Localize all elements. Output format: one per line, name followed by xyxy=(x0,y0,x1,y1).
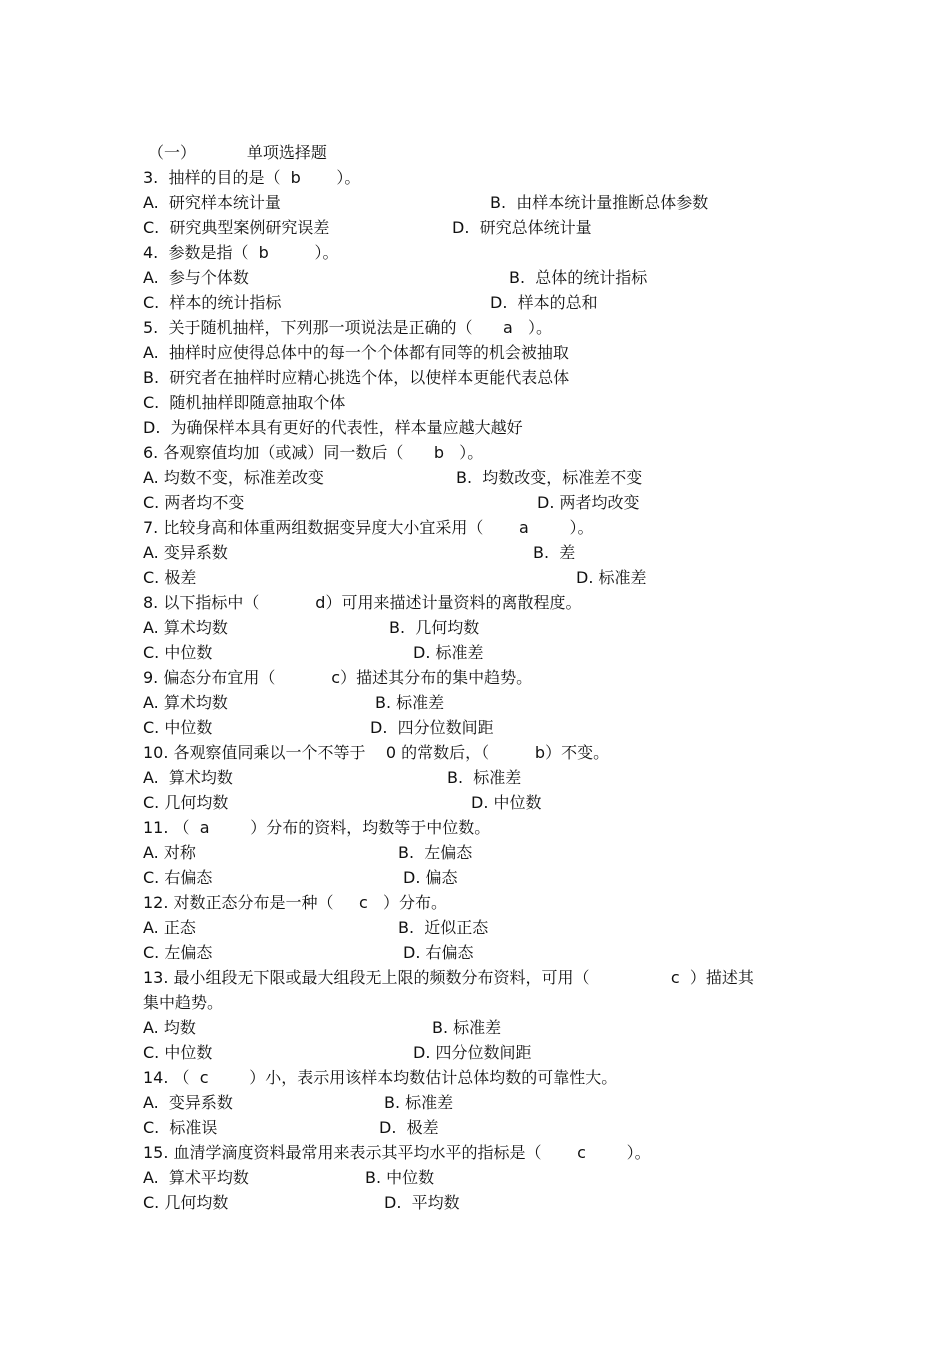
option-c: C. 几何均数 xyxy=(143,793,229,812)
option-c: C. 几何均数 xyxy=(143,1193,229,1212)
option-a: A. 算术均数 xyxy=(143,768,233,787)
option-a: A. 算术均数 xyxy=(143,693,228,712)
option-b: B. 差 xyxy=(533,543,576,562)
option-c: C. 中位数 xyxy=(143,1043,213,1062)
option-d: D. 偏态 xyxy=(403,868,458,887)
question-stem: 8. 以下指标中（ d）可用来描述计量资料的离散程度。 xyxy=(143,593,582,612)
option-c: C. 右偏态 xyxy=(143,868,213,887)
option-b: B. 几何均数 xyxy=(389,618,480,637)
option-d: D. 样本的总和 xyxy=(490,293,598,312)
option-d: D. 右偏态 xyxy=(403,943,474,962)
option-d: D. 四分位数间距 xyxy=(370,718,494,737)
option-b: B. 左偏态 xyxy=(398,843,473,862)
option-c: C. 标准误 xyxy=(143,1118,218,1137)
option-d: D. 中位数 xyxy=(471,793,542,812)
question-stem: 11. （ a ）分布的资料，均数等于中位数。 xyxy=(143,818,491,837)
option-b: B. 中位数 xyxy=(365,1168,435,1187)
option-a: A. 正态 xyxy=(143,918,196,937)
option-c: C. 样本的统计指标 xyxy=(143,293,282,312)
option-b: B. 标准差 xyxy=(375,693,445,712)
option-c: C. 左偏态 xyxy=(143,943,213,962)
question-stem-continuation: 集中趋势。 xyxy=(143,993,224,1012)
section-heading: （一） 单项选择题 xyxy=(148,143,327,162)
question-stem: 12. 对数正态分布是一种（ c ）分布。 xyxy=(143,893,448,912)
question-stem: 3. 抽样的目的是（ b ）。 xyxy=(143,168,361,187)
option-b: B. 研究者在抽样时应精心挑选个体，以使样本更能代表总体 xyxy=(143,368,570,387)
option-a: A. 对称 xyxy=(143,843,196,862)
question-stem: 5. 关于随机抽样，下列那一项说法是正确的（ a ）。 xyxy=(143,318,553,337)
option-b: B. 总体的统计指标 xyxy=(509,268,648,287)
question-stem: 14. （ c ）小，表示用该样本均数估计总体均数的可靠性大。 xyxy=(143,1068,618,1087)
option-b: B. 由样本统计量推断总体参数 xyxy=(490,193,709,212)
question-stem: 10. 各观察值同乘以一个不等于 0 的常数后，（ b）不变。 xyxy=(143,743,610,762)
option-a: A. 参与个体数 xyxy=(143,268,249,287)
option-a: A. 均数不变，标准差改变 xyxy=(143,468,324,487)
option-c: C. 中位数 xyxy=(143,718,213,737)
question-stem: 4. 参数是指（ b ）。 xyxy=(143,243,339,262)
option-c: C. 研究典型案例研究误差 xyxy=(143,218,330,237)
option-d: D. 平均数 xyxy=(384,1193,460,1212)
option-c: C. 随机抽样即随意抽取个体 xyxy=(143,393,346,412)
option-a: A. 变异系数 xyxy=(143,1093,233,1112)
option-b: B. 标准差 xyxy=(447,768,522,787)
question-stem: 6. 各观察值均加（或减）同一数后（ b ）。 xyxy=(143,443,484,462)
option-b: B. 标准差 xyxy=(384,1093,454,1112)
option-a: A. 抽样时应使得总体中的每一个个体都有同等的机会被抽取 xyxy=(143,343,569,362)
option-a: A. 变异系数 xyxy=(143,543,228,562)
option-a: A. 研究样本统计量 xyxy=(143,193,281,212)
option-d: D. 研究总体统计量 xyxy=(452,218,592,237)
option-d: D. 为确保样本具有更好的代表性，样本量应越大越好 xyxy=(143,418,523,437)
option-d: D. 四分位数间距 xyxy=(413,1043,532,1062)
option-a: A. 算术均数 xyxy=(143,618,228,637)
option-d: D. 极差 xyxy=(379,1118,439,1137)
question-stem: 9. 偏态分布宜用（ c）描述其分布的集中趋势。 xyxy=(143,668,533,687)
option-a: A. 算术平均数 xyxy=(143,1168,249,1187)
option-c: C. 两者均不变 xyxy=(143,493,245,512)
option-c: C. 极差 xyxy=(143,568,197,587)
option-d: D. 标准差 xyxy=(413,643,484,662)
question-stem: 15. 血清学滴度资料最常用来表示其平均水平的指标是（ c ）。 xyxy=(143,1143,651,1162)
option-d: D. 标准差 xyxy=(576,568,647,587)
option-c: C. 中位数 xyxy=(143,643,213,662)
question-stem: 13. 最小组段无下限或最大组段无上限的频数分布资料，可用（ c ）描述其 xyxy=(143,968,754,987)
option-d: D. 两者均改变 xyxy=(537,493,640,512)
option-b: B. 标准差 xyxy=(432,1018,502,1037)
option-b: B. 近似正态 xyxy=(398,918,489,937)
option-a: A. 均数 xyxy=(143,1018,196,1037)
question-stem: 7. 比较身高和体重两组数据变异度大小宜采用（ a ）。 xyxy=(143,518,594,537)
option-b: B. 均数改变，标准差不变 xyxy=(456,468,643,487)
